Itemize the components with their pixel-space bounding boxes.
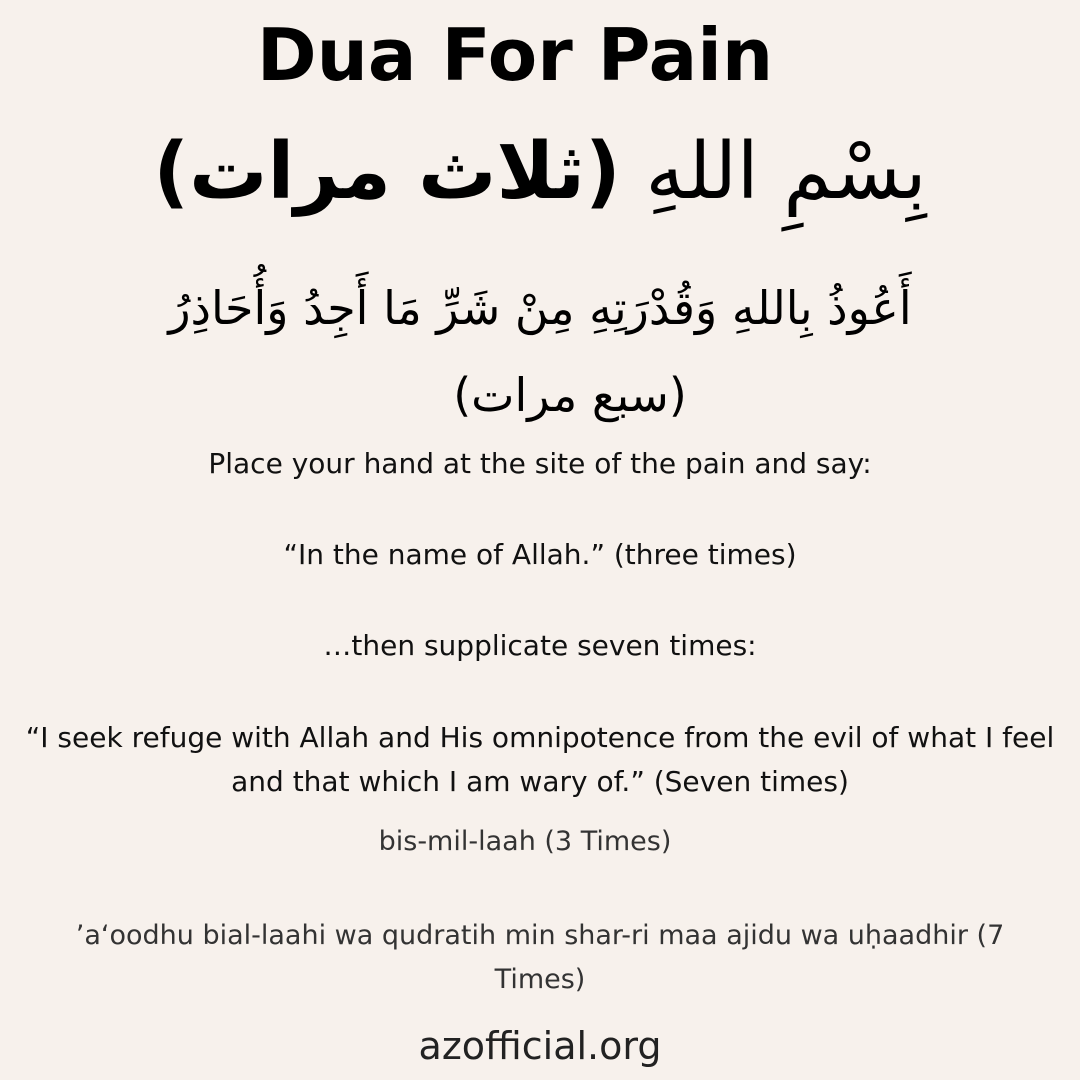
- first-dua-translation: “In the name of Allah.” (three times): [283, 538, 797, 571]
- page-title: Dua For Pain: [256, 13, 774, 97]
- arabic-seven-times-note: (سبع مرات): [453, 368, 687, 422]
- arabic-bismillah-line: [0, 112, 1080, 232]
- arabic-three-times-note: (ثلاث مرات): [153, 127, 621, 217]
- arabic-seek-refuge-dua: أَعُوذُ بِاللهِ وَقُدْرَتِهِ مِنْ شَرِّ مَا أَجِدُ وَأُحَاذِرُ: [168, 281, 912, 335]
- first-transliteration: bis-mil-laah (3 Times): [378, 826, 672, 857]
- arabic-bismillah: بِسْمِ اللهِ: [645, 127, 927, 217]
- second-dua-translation: “I seek refuge with Allah and His omnipotence from the evil of what I feel and that which I am wary of.” (Seven times): [25, 721, 1055, 798]
- website-footer: azofficial.org: [418, 1024, 662, 1068]
- instruction-text: Place your hand at the site of the pain and say:: [208, 447, 872, 480]
- second-transliteration: ’a‘oodhu bial-laahi wa qudratih min shar-ri maa ajidu wa uḥaadhir (7 Times): [75, 920, 1005, 995]
- then-supplicate-text: …then supplicate seven times:: [323, 629, 757, 662]
